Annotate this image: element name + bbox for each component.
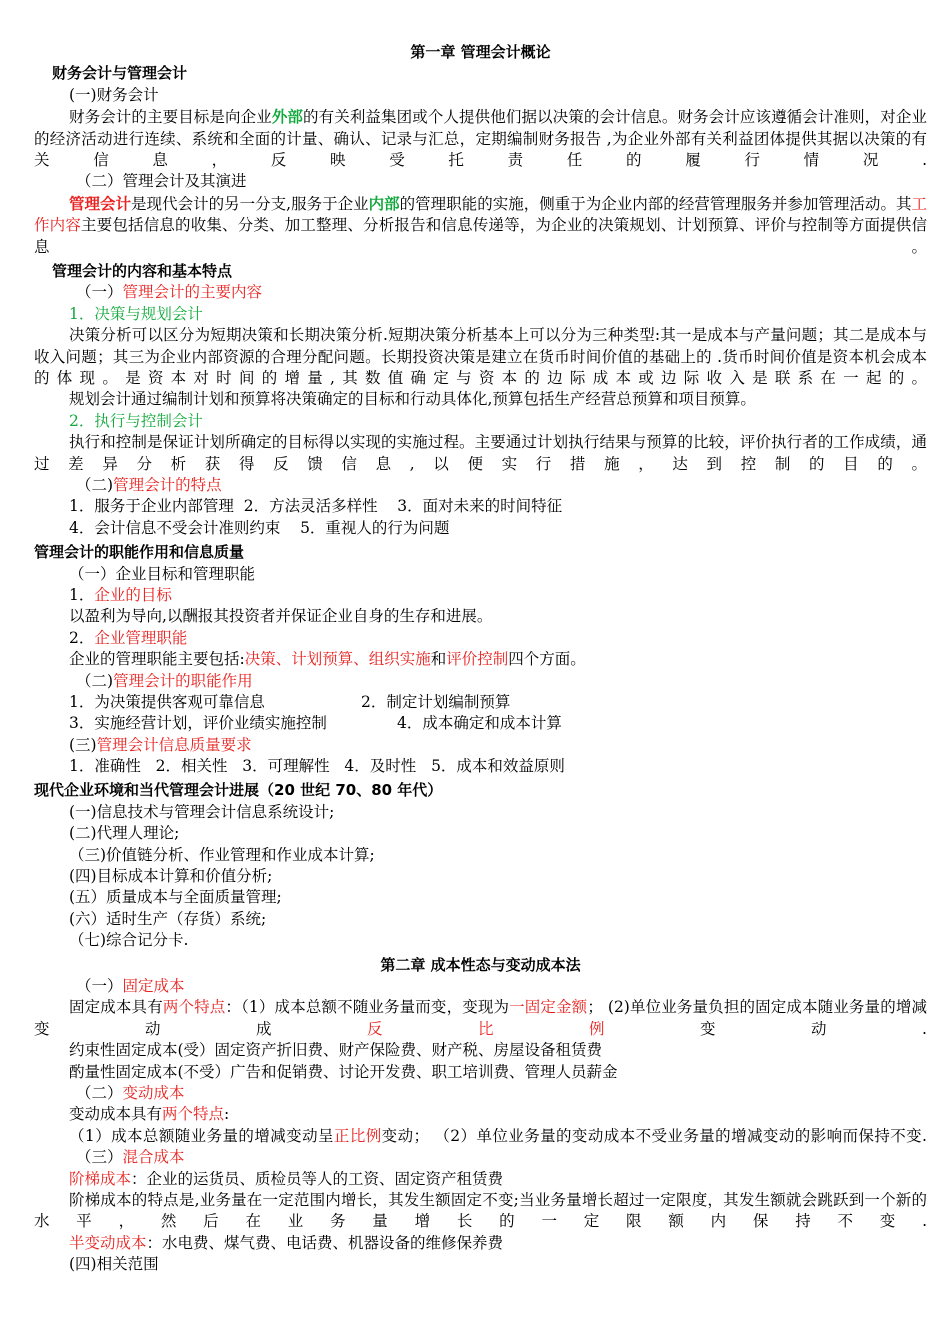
subheading-variable-cost (34, 1083, 927, 1104)
text: 和 (430, 650, 447, 669)
subheading-relevant-range: (四)相关范围 (69, 1255, 159, 1274)
section-heading-1: 财务会计与管理会计 (52, 64, 188, 83)
roles-line-1 (34, 692, 927, 713)
highlight: 管理会计信息质量要求 (96, 735, 252, 754)
subheading-fixed-cost (34, 976, 927, 997)
highlight: 半变动成本 (69, 1233, 147, 1252)
text: 主要包括信息的收集、分类、加工整理、分析报告和信息传递等，为企业的决策规划、计划预算、评价与控制等方面提供信息。 (34, 216, 927, 256)
text: （三） (76, 1148, 123, 1167)
text: （二） (76, 1083, 123, 1102)
highlight-external: 外部 (271, 107, 304, 127)
highlight-internal: 内部 (368, 193, 400, 213)
list-item: （七)综合记分卡. (69, 931, 189, 950)
highlight: 一固定金额 (509, 998, 588, 1017)
list-item: （三)价值链分析、作业管理和作业成本计算; (69, 845, 375, 864)
text: （1）成本总额随业务量的增减变动呈 (69, 1126, 334, 1145)
paragraph-step-cost: 阶梯成本的特点是,业务量在一定范围内增长，其发生额固定不变;当业务量增长超过一定限度，其发生额就会跳跃到一个新的水平，然后在业务量增长的一定限额内保持不变. (34, 1190, 927, 1231)
text: ：（1）成本总额不随业务量而变，变现为 (225, 998, 510, 1017)
text: 1．为决策提供客观可靠信息 (69, 692, 265, 711)
text: (三) (69, 735, 97, 754)
text: 变动. (700, 1019, 927, 1038)
quality-list: 1．准确性 2．相关性 3．可理解性 4．及时性 5．成本和效益原则 (69, 757, 565, 776)
text: 2．制定计划编制预算 (361, 692, 511, 711)
highlight: 两个特点 (162, 1105, 225, 1124)
list-item: (五）质量成本与全面质量管理; (69, 888, 282, 907)
highlight: 两个特点 (162, 998, 226, 1017)
highlight: 管理会计的特点 (113, 475, 222, 494)
highlight-management-accounting: 管理会计 (69, 193, 132, 213)
text: 2． (69, 628, 95, 647)
fixed-cost-discretionary: 酌量性固定成本(不受）广告和促销费、讨论开发费、职工培训费、管理人员薪金 (69, 1062, 618, 1081)
highlight: 企业的目标 (94, 585, 172, 604)
highlight: 固定成本 (122, 976, 185, 995)
text: （二) (76, 671, 114, 690)
item-execution-control: 2．执行与控制会计 (69, 411, 203, 430)
text: 变动成本具有 (69, 1105, 163, 1124)
roles-line-2 (34, 713, 927, 734)
chapter-2-title: 第二章 成本性态与变动成本法 (380, 955, 581, 974)
highlight: 反比例 (367, 1019, 701, 1038)
highlight: 决策、计划预算、组织实施 (244, 650, 431, 669)
text: 四个方面。 (508, 650, 586, 669)
text: : (224, 1105, 230, 1124)
features-line-1: 1．服务于企业内部管理 2．方法灵活多样性 3．面对未来的时间特征 (69, 497, 563, 516)
text: ； (2)单位业务量负担的固定成本随业务量的增减变动成 (34, 998, 927, 1038)
list-item: (一)信息技术与管理会计信息系统设计; (69, 802, 335, 821)
subheading-goals-functions: （一）企业目标和管理职能 (69, 564, 256, 583)
paragraph-management-accounting (34, 193, 927, 258)
highlight: 管理会计的主要内容 (122, 283, 263, 302)
chapter-1-title: 第一章 管理会计概论 (410, 43, 551, 61)
text: 的管理职能的实施，侧重于为企业内部的经营管理服务并参加管理活动。其 (399, 194, 912, 213)
highlight: 阶梯成本 (69, 1169, 132, 1188)
text: （二) (76, 475, 114, 494)
text: 固定成本具有 (69, 998, 163, 1017)
step-cost-line (34, 1169, 927, 1190)
highlight: 评价控制 (446, 650, 509, 669)
highlight: 混合成本 (122, 1148, 185, 1167)
paragraph-management-functions (34, 649, 927, 670)
paragraph-variable-cost (34, 1126, 927, 1147)
text: 1． (69, 585, 95, 604)
text: （一） (76, 283, 123, 302)
text: 3．实施经营计划，评价业绩实施控制 (69, 714, 327, 733)
fixed-cost-committed: 约束性固定成本(受）固定资产折旧费、财产保险费、财产税、房屋设备租赁费 (69, 1041, 603, 1060)
highlight: 管理会计的职能作用 (113, 671, 253, 690)
text: （一） (76, 976, 123, 995)
subheading-mixed-cost (34, 1147, 927, 1168)
highlight: 正比例 (333, 1126, 382, 1145)
paragraph-fixed-cost (34, 997, 927, 1040)
subheading-quality (34, 735, 927, 756)
text: 是现代会计的另一分支,服务于企业 (131, 194, 369, 213)
paragraph-enterprise-goal: 以盈利为导向,以酬报其投资者并保证企业自身的生存和进展。 (69, 607, 493, 626)
subheading-features (34, 475, 927, 496)
subheading-management-accounting: （二）管理会计及其演进 (76, 172, 247, 191)
subheading-financial-accounting: (一)财务会计 (69, 85, 159, 104)
paragraph-financial-accounting (34, 106, 927, 171)
highlight: 变动成本 (122, 1083, 185, 1102)
highlight: 企业管理职能 (94, 628, 188, 647)
item-management-functions (34, 628, 927, 649)
list-item: (四)目标成本计算和价值分析; (69, 867, 273, 886)
section-heading-2: 管理会计的内容和基本特点 (52, 262, 233, 280)
semi-variable-cost-line (34, 1233, 927, 1254)
paragraph-execution-control: 执行和控制是保证计划所确定的目标得以实现的实施过程。主要通过计划执行结果与预算的比较，评价执行者的工作成绩，通过差异分析获得反馈信息,以便实行措施，达到控制的目的。 (34, 433, 927, 473)
item-enterprise-goal (34, 585, 927, 606)
variable-cost-intro (34, 1104, 927, 1125)
paragraph-planning: 规划会计通过编制计划和预算将决策确定的目标和行动具体化,预算包括生产经营总预算和项目预算。 (69, 390, 756, 409)
features-line-2: 4．会计信息不受会计准则约束 5．重视人的行为问题 (69, 518, 450, 537)
paragraph-decision-analysis: 决策分析可以区分为短期决策和长期决策分析.短期决策分析基本上可以分为三种类型:其一是成本与产量问题；其二是成本与收入问题；其三为企业内部资源的合理分配问题。长期投资决策是建立在货币时间价值的基础上的 .货币时间价值是资本机会成本的体现。是资本对时间的增量,其数值确定与资本的边际成本或边际收入是联系在一起的。 (34, 326, 927, 387)
document-page (34, 42, 927, 1276)
item-decision-planning: 1．决策与规划会计 (69, 304, 203, 323)
text: ：水电费、煤气费、电话费、机器设备的维修保养费 (146, 1233, 504, 1252)
text: 变动； （2）单位业务量的变动成本不受业务量的增减变动的影响而保持不变. (381, 1126, 927, 1145)
text: ：企业的运货员、质检员等人的工资、固定资产租赁费 (131, 1169, 504, 1188)
text: 财务会计的主要目标是向企业 (69, 108, 272, 127)
text: 4．成本确定和成本计算 (397, 714, 562, 733)
subheading-main-content (34, 282, 927, 303)
text: 的有关利益集团或个人提供他们据以决策的会计信息。财务会计应该遵循会计准则，对企业的经济活动进行连续、系统和全面的计量、确认、记录与汇总，定期编制财务报告 ,为企业外部有关利益团体提供其据以决策的有关信息，反映受托责任的履行情况. (34, 108, 927, 169)
section-heading-4: 现代企业环境和当代管理会计进展（20 世纪 70、80 年代） (34, 781, 443, 800)
section-heading-3: 管理会计的职能作用和信息质量 (34, 543, 245, 562)
list-item: (六）适时生产（存货）系统; (69, 909, 267, 928)
highlight-work-content: 工作内容 (34, 194, 927, 235)
text: 企业的管理职能主要包括: (69, 650, 245, 669)
list-item: (二)代理人理论; (69, 824, 180, 843)
subheading-roles (34, 671, 927, 692)
